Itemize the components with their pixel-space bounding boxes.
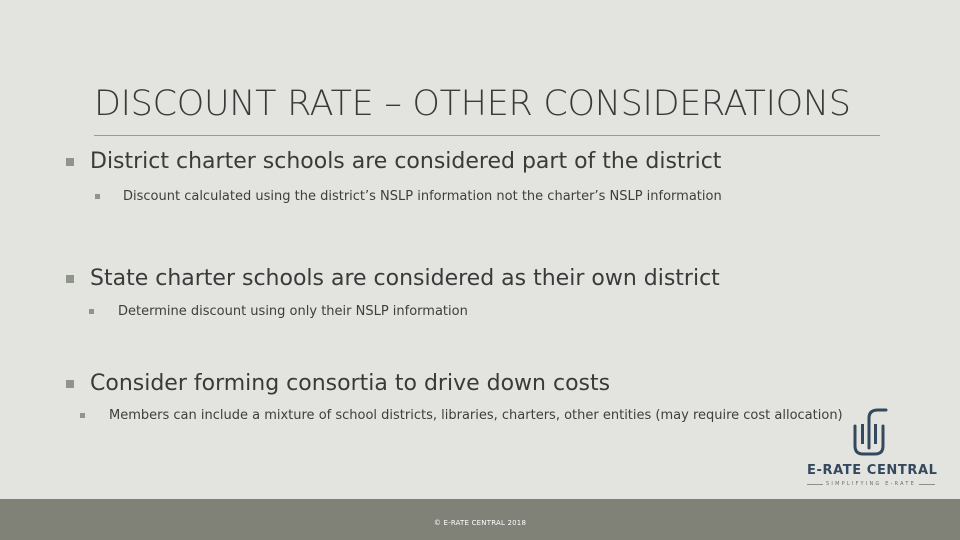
bullet-square-icon <box>66 275 74 283</box>
bullet-district-charter <box>66 149 721 174</box>
sub-bullet-text: Members can include a mixture of school districts, libraries, charters, other entities (may require cost allocation) <box>109 408 843 423</box>
sub-bullet-state-charter <box>89 304 468 319</box>
sub-bullet-text: Discount calculated using the district’s NSLP information not the charter’s NSLP information <box>123 189 722 204</box>
bullet-square-icon <box>89 309 94 314</box>
bullet-text: State charter schools are considered as their own district <box>90 266 720 291</box>
bullet-square-icon <box>66 158 74 166</box>
bullet-text: Consider forming consortia to drive down costs <box>90 371 611 396</box>
slide-title: DISCOUNT RATE – OTHER CONSIDERATIONS <box>94 84 851 124</box>
tagline-rule-right <box>919 484 935 485</box>
sub-bullet-district-charter <box>95 189 722 204</box>
sub-bullet-consortia <box>80 408 843 423</box>
logo-wordmark: E-RATE CENTRAL <box>807 463 938 478</box>
title-divider <box>94 135 880 136</box>
footer-copyright: © E-RATE CENTRAL 2018 <box>433 519 527 527</box>
bullet-state-charter <box>66 266 720 291</box>
tagline-rule-left <box>807 484 823 485</box>
bullet-text: District charter schools are considered part of the district <box>90 149 722 174</box>
bullet-square-icon <box>95 194 100 199</box>
sub-bullet-text: Determine discount using only their NSLP information <box>118 304 468 319</box>
bullet-square-icon <box>80 413 85 418</box>
logo-tagline-row <box>807 479 935 489</box>
logo-tagline: SIMPLIFYING E-RATE <box>826 481 916 487</box>
bullet-square-icon <box>66 380 74 388</box>
bullet-consortia <box>66 371 610 396</box>
